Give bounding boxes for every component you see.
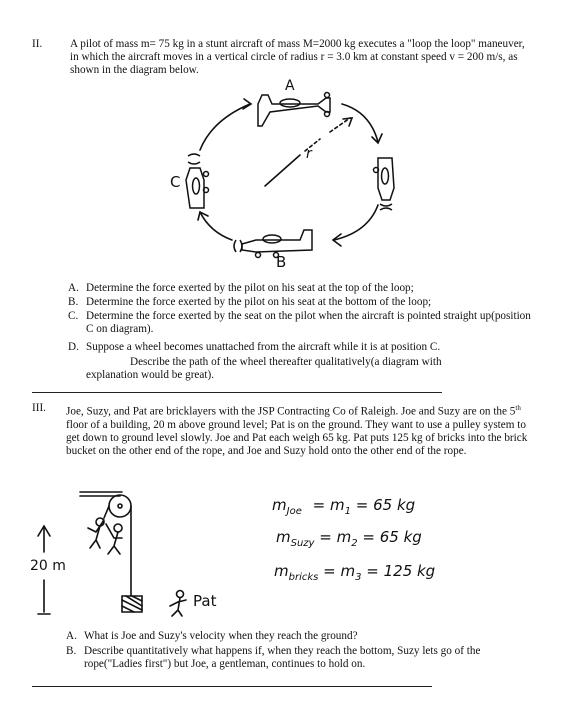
problem-3-number: III. [32,402,46,414]
aircraft-position-b [234,230,312,258]
problem-3-intro-a: Joe, Suzy, and Pat are bricklayers with the JSP Contracting Co of Raleigh. Joe and Suzy are on the 5 [66,405,516,418]
mass-index: 2 [351,538,358,549]
arc-arrow-top-right [342,104,378,142]
bottom-divider [32,686,432,687]
mass-subscript: Suzy [290,538,315,549]
section-divider [32,392,442,393]
mass-symbol: m [272,496,287,514]
mass-index: 3 [355,572,362,583]
diagram-label-b: B [276,253,287,271]
mass-subscript: Joe [286,506,302,517]
part-letter: A. [66,630,77,642]
floor-ordinal-suffix: th [515,404,521,412]
height-label: 20 m [30,558,66,574]
radius-line [265,155,300,186]
aircraft-position-c [186,154,209,208]
arc-arrow-bottom-right [334,205,378,240]
mass-suzy-row [276,528,422,553]
part-text: Determine the force exerted by the pilot on his seat at the bottom of the loop; [86,296,432,308]
pat-figure [170,591,186,617]
pulley-wheel [109,495,131,517]
mass-bricks-row [274,562,435,587]
part-text: Describe quantitatively what happens if, when they reach the bottom, Suzy lets go of the rope("Ladies first") but Joe, a gentleman, continues to hold on. [84,645,481,671]
part-text: Determine the force exerted by the seat on the pilot when the aircraft is pointed straight up(position C on diagram). [86,310,531,336]
part-text: Determine the force exerted by the pilot on his seat at the top of the loop; [86,282,414,294]
arc-arrow-top-left [200,104,250,150]
part-letter: A. [68,282,79,294]
mass-index: 1 [344,506,351,517]
mass-value: = 65 kg [362,528,422,546]
suzy-figure [106,524,122,554]
part-letter: D. [68,341,79,353]
problem-3-intro [66,402,536,459]
part-text: Suppose a wheel becomes unattached from the aircraft while it is at position C. [86,341,441,353]
mass-value: = 65 kg [355,496,416,514]
part-letter: B. [66,645,77,657]
mass-symbol: m [276,528,291,546]
aircraft-position-right [374,158,395,210]
arc-arrow-bottom-left [200,212,232,240]
mass-joe-row [272,496,415,521]
diagram-label-a: A [285,78,295,94]
diagram-label-c: C [170,173,181,191]
mass-symbol: m [274,562,289,580]
part-text: What is Joe and Suzy's velocity when they reach the ground? [84,630,358,642]
mass-value: = 125 kg [366,562,436,580]
rope-left [104,506,109,518]
part-letter: B. [68,296,79,308]
problem-2-number: II. [32,38,43,50]
mass-equals: = m [312,496,345,514]
mass-equals: = m [319,528,352,546]
mass-equals: = m [323,562,356,580]
diagram-label-radius: r [306,146,312,162]
mass-subscript: bricks [288,572,319,583]
problem-2-intro: A pilot of mass m= 75 kg in a stunt aircraft of mass M=2000 kg executes a "loop the loop" maneuver, in which the aircraft moves in a vertical circle of radius r = 3.0 km at constant speed v = 200 m/s, as shown in the diagram below. [70,38,525,77]
pat-label: Pat [193,592,217,610]
joe-figure [88,518,104,548]
problem-3-intro-b: floor of a building, 20 m above ground level; Pat is on the ground. They want to use a pulley system to get down to ground level slowly. Joe and Pat each weigh 65 kg. Pat puts 125 kg of bricks into the brick bucket on the other end of the rope, and Joe and Suzy hold onto the other end of the rope. [66,418,528,458]
aircraft-position-a [258,93,330,127]
part-letter: C. [68,310,79,322]
part-d-continued: Describe the path of the wheel thereafter qualitatively(a diagram with explanation would be great). [86,356,442,382]
brick-bucket [122,596,142,612]
